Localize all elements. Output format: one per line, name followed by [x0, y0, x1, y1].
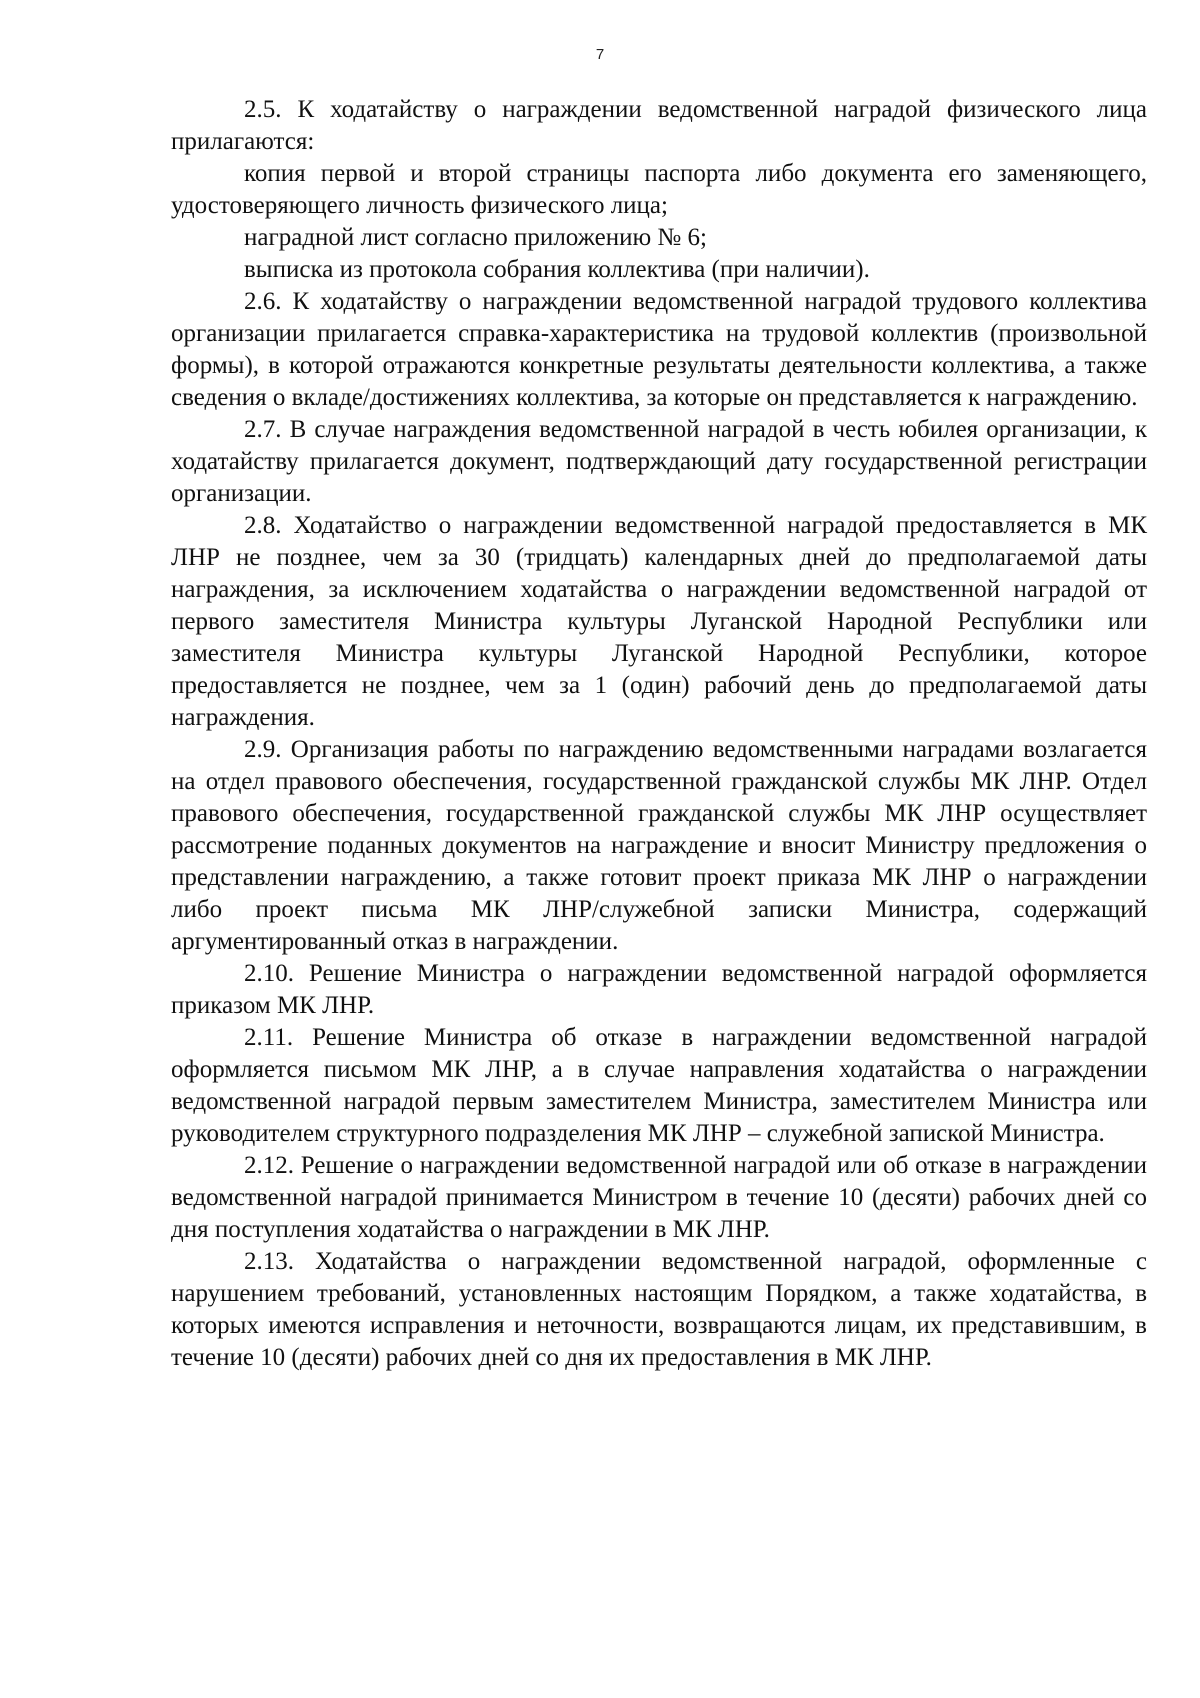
paragraph-2-8: 2.8. Ходатайство о награждении ведомственной наградой предоставляется в МК ЛНР не позднее, чем за 30 (тридцать) календарных дней до предполагаемой даты награждения, за исключением ходатайства о награждении ведомственной наградой от первого заместителя Министра культуры Луганской Народной Республики или заместителя Министра культуры Луганской Народной Республики, которое предоставляется не позднее, чем за 1 (один) рабочий день до предполагаемой даты награждения.: [171, 512, 1147, 731]
paragraph-2-5: 2.5. К ходатайству о награждении ведомственной наградой физического лица прилагаются:: [171, 96, 1147, 155]
paragraph-2-7: 2.7. В случае награждения ведомственной наградой в честь юбилея организации, к ходатайству прилагается документ, подтверждающий дату государственной регистрации организации.: [171, 416, 1147, 507]
paragraph-passport-copy: копия первой и второй страницы паспорта либо документа его заменяющего, удостоверяющего личность физического лица;: [171, 160, 1147, 219]
paragraph-2-6: 2.6. К ходатайству о награждении ведомственной наградой трудового коллектива организации прилагается справка-характеристика на трудовой коллектив (произвольной формы), в которой отражаются конкретные результаты деятельности коллектива, а также сведения о вкладе/достижениях коллектива, за которые он представляется к награждению.: [171, 288, 1147, 411]
paragraph-2-13: 2.13. Ходатайства о награждении ведомственной наградой, оформленные с нарушением требований, установленных настоящим Порядком, а также ходатайства, в которых имеются исправления и неточности, возвращаются лицам, их представившим, в течение 10 (десяти) рабочих дней со дня их предоставления в МК ЛНР.: [171, 1248, 1147, 1371]
paragraph-award-sheet: наградной лист согласно приложению № 6;: [244, 224, 707, 251]
paragraph-2-10: 2.10. Решение Министра о награждении ведомственной наградой оформляется приказом МК ЛНР.: [171, 960, 1147, 1019]
paragraph-2-11: 2.11. Решение Министра об отказе в награждении ведомственной наградой оформляется письмом МК ЛНР, а в случае направления ходатайства о награждении ведомственной наградой первым заместителем Министра, заместителем Министра или руководителем структурного подразделения МК ЛНР – служебной запиской Министра.: [171, 1024, 1147, 1147]
paragraph-meeting-extract: выписка из протокола собрания коллектива (при наличии).: [244, 256, 870, 283]
page-number: 7: [595, 46, 605, 63]
paragraph-2-9: 2.9. Организация работы по награждению ведомственными наградами возлагается на отдел правового обеспечения, государственной гражданской службы МК ЛНР. Отдел правового обеспечения, государственной гражданской службы МК ЛНР осуществляет рассмотрение поданных документов на награждение и вносит Министру предложения о представлении награждению, а также готовит проект приказа МК ЛНР о награждении либо проект письма МК ЛНР/служебной записки Министра, содержащий аргументированный отказ в награждении.: [171, 736, 1147, 955]
paragraph-2-12: 2.12. Решение о награждении ведомственной наградой или об отказе в награждении ведомственной наградой принимается Министром в течение 10 (десяти) рабочих дней со дня поступления ходатайства о награждении в МК ЛНР.: [171, 1152, 1147, 1243]
document-body: [171, 94, 1147, 1374]
